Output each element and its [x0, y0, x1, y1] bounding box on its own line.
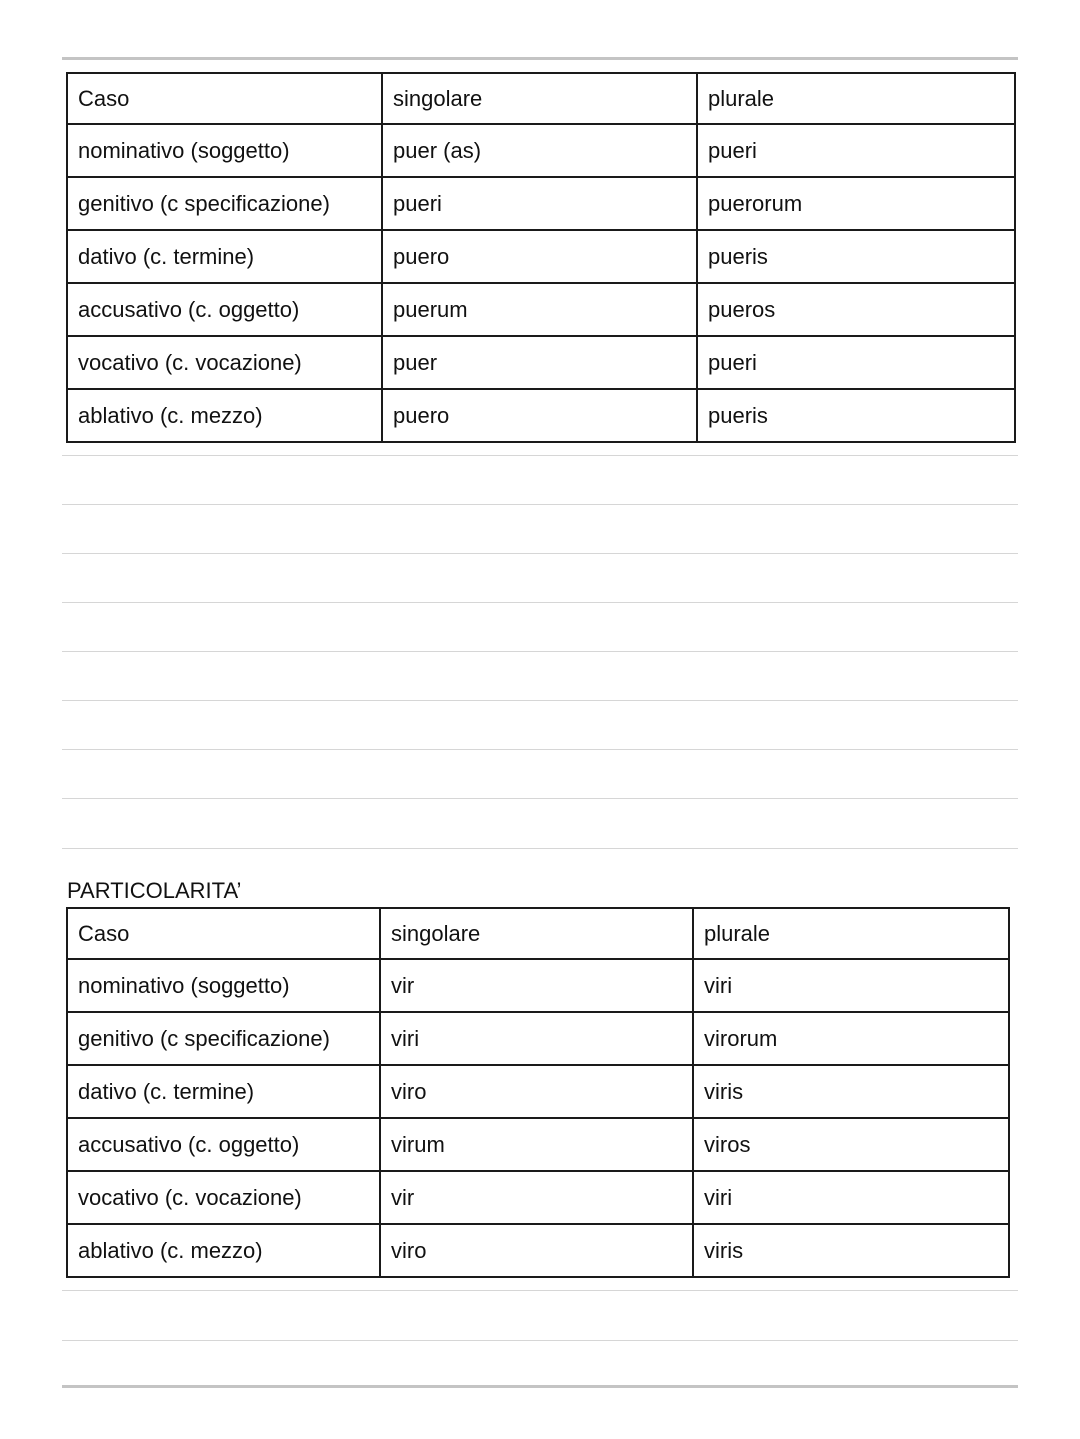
table-row	[67, 1224, 1009, 1277]
header-cell-plural: plurale	[693, 908, 1009, 959]
declension-table-vir	[66, 907, 1010, 1278]
header-cell-singular: singolare	[382, 73, 697, 124]
singular-cell: virum	[380, 1118, 693, 1171]
plural-cell: viros	[693, 1118, 1009, 1171]
singular-cell: puero	[382, 230, 697, 283]
singular-cell: puer	[382, 336, 697, 389]
plural-cell: pueris	[697, 230, 1015, 283]
section-title-particolarita: PARTICOLARITA’	[67, 878, 242, 903]
table-row	[67, 230, 1015, 283]
case-cell: vocativo (c. vocazione)	[67, 336, 382, 389]
plural-cell: pueris	[697, 389, 1015, 442]
table-row	[67, 1171, 1009, 1224]
table-row	[67, 124, 1015, 177]
singular-cell: puero	[382, 389, 697, 442]
case-cell: nominativo (soggetto)	[67, 959, 380, 1012]
case-cell: genitivo (c specificazione)	[67, 1012, 380, 1065]
plural-cell: viris	[693, 1224, 1009, 1277]
table-row	[67, 177, 1015, 230]
table-row	[67, 959, 1009, 1012]
case-cell: ablativo (c. mezzo)	[67, 1224, 380, 1277]
header-cell-case: Caso	[67, 908, 380, 959]
plural-cell: pueri	[697, 336, 1015, 389]
singular-cell: viro	[380, 1224, 693, 1277]
header-cell-plural: plurale	[697, 73, 1015, 124]
ruled-line	[62, 749, 1018, 750]
ruled-line	[62, 700, 1018, 701]
table-header-row	[67, 73, 1015, 124]
ruled-line	[62, 1290, 1018, 1291]
case-cell: dativo (c. termine)	[67, 1065, 380, 1118]
ruled-line	[62, 553, 1018, 554]
ruled-line	[62, 602, 1018, 603]
ruled-line	[62, 798, 1018, 799]
declension-table-puer	[66, 72, 1016, 443]
ruled-line	[62, 848, 1018, 849]
table-row	[67, 1065, 1009, 1118]
ruled-line	[62, 651, 1018, 652]
ruled-line	[62, 504, 1018, 505]
page-bottom-rule	[62, 1385, 1018, 1388]
singular-cell: vir	[380, 1171, 693, 1224]
table-row	[67, 283, 1015, 336]
plural-cell: pueros	[697, 283, 1015, 336]
header-cell-singular: singolare	[380, 908, 693, 959]
plural-cell: viri	[693, 959, 1009, 1012]
plural-cell: viri	[693, 1171, 1009, 1224]
case-cell: accusativo (c. oggetto)	[67, 283, 382, 336]
singular-cell: viri	[380, 1012, 693, 1065]
table-row	[67, 389, 1015, 442]
table-row	[67, 336, 1015, 389]
plural-cell: pueri	[697, 124, 1015, 177]
singular-cell: puerum	[382, 283, 697, 336]
singular-cell: viro	[380, 1065, 693, 1118]
case-cell: nominativo (soggetto)	[67, 124, 382, 177]
plural-cell: virorum	[693, 1012, 1009, 1065]
case-cell: ablativo (c. mezzo)	[67, 389, 382, 442]
table-row	[67, 1118, 1009, 1171]
ruled-line	[62, 1340, 1018, 1341]
ruled-line	[62, 455, 1018, 456]
plural-cell: viris	[693, 1065, 1009, 1118]
table-header-row	[67, 908, 1009, 959]
table-row	[67, 1012, 1009, 1065]
case-cell: dativo (c. termine)	[67, 230, 382, 283]
case-cell: accusativo (c. oggetto)	[67, 1118, 380, 1171]
header-cell-case: Caso	[67, 73, 382, 124]
case-cell: genitivo (c specificazione)	[67, 177, 382, 230]
case-cell: vocativo (c. vocazione)	[67, 1171, 380, 1224]
page-top-rule	[62, 57, 1018, 60]
plural-cell: puerorum	[697, 177, 1015, 230]
singular-cell: vir	[380, 959, 693, 1012]
singular-cell: puer (as)	[382, 124, 697, 177]
singular-cell: pueri	[382, 177, 697, 230]
